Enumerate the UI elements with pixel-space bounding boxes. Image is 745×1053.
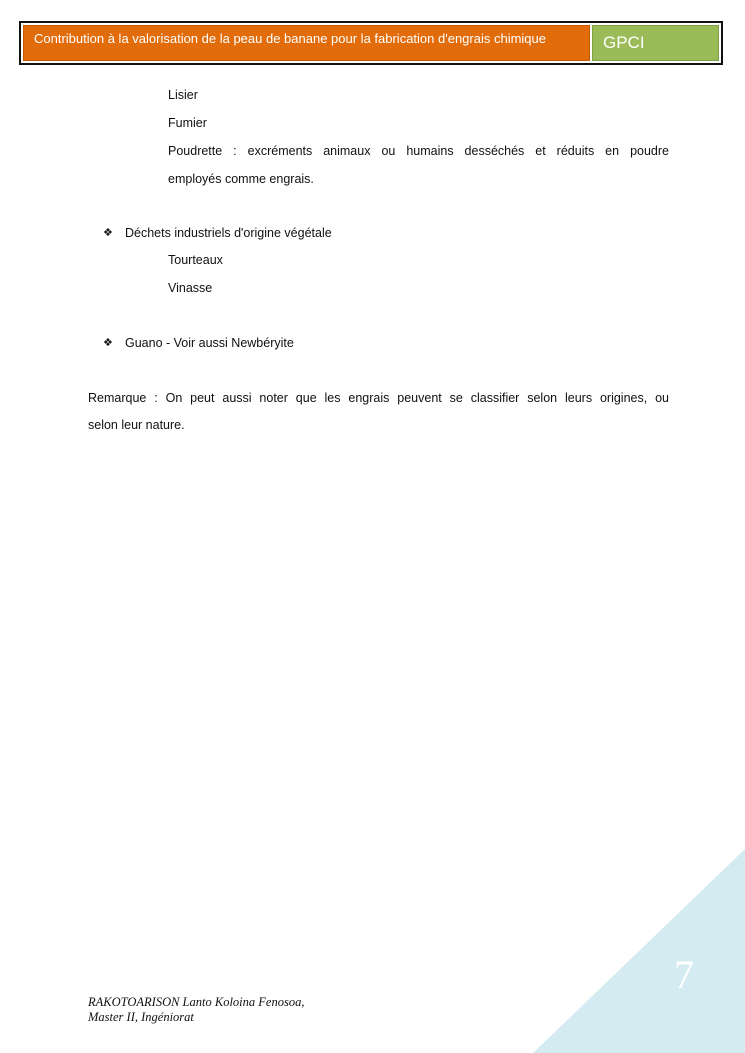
header-title [23,25,590,61]
bullet-label: Guano - Voir aussi Newbéryite [125,336,294,350]
list-item-vinasse: Vinasse [168,281,213,295]
header-title-text: Contribution à la valorisation de la peau de banane pour la fabrication d'engrais chimique [34,30,546,46]
list-item-tourteaux: Tourteaux [168,253,223,267]
corner-triangle [533,849,745,1053]
page-number: 7 [674,952,694,997]
footer-author: RAKOTOARISON Lanto Koloina Fenosoa, [88,995,305,1009]
list-item-fumier: Fumier [168,116,207,130]
page-header [19,21,723,65]
remark-paragraph-cont: selon leur nature. [88,418,185,432]
diamond-bullet-icon: ❖ [103,227,113,239]
list-item-poudrette-cont: employés comme engrais. [168,172,314,186]
bullet-label: Déchets industriels d'origine végétale [125,226,332,240]
list-item-poudrette: Poudrette : excréments animaux ou humains desséchés et réduits en poudre [168,144,669,158]
page-footer [88,995,304,1025]
bullet-dechets-industriels [103,225,332,241]
list-item-lisier: Lisier [168,88,198,102]
remark-paragraph: Remarque : On peut aussi noter que les engrais peuvent se classifier selon leurs origines, ou [88,391,669,405]
diamond-bullet-icon: ❖ [103,337,113,349]
bullet-guano [103,335,294,351]
header-tag: GPCI [592,25,719,61]
footer-degree: Master II, Ingéniorat [88,1010,194,1024]
corner-decoration [533,849,745,1053]
